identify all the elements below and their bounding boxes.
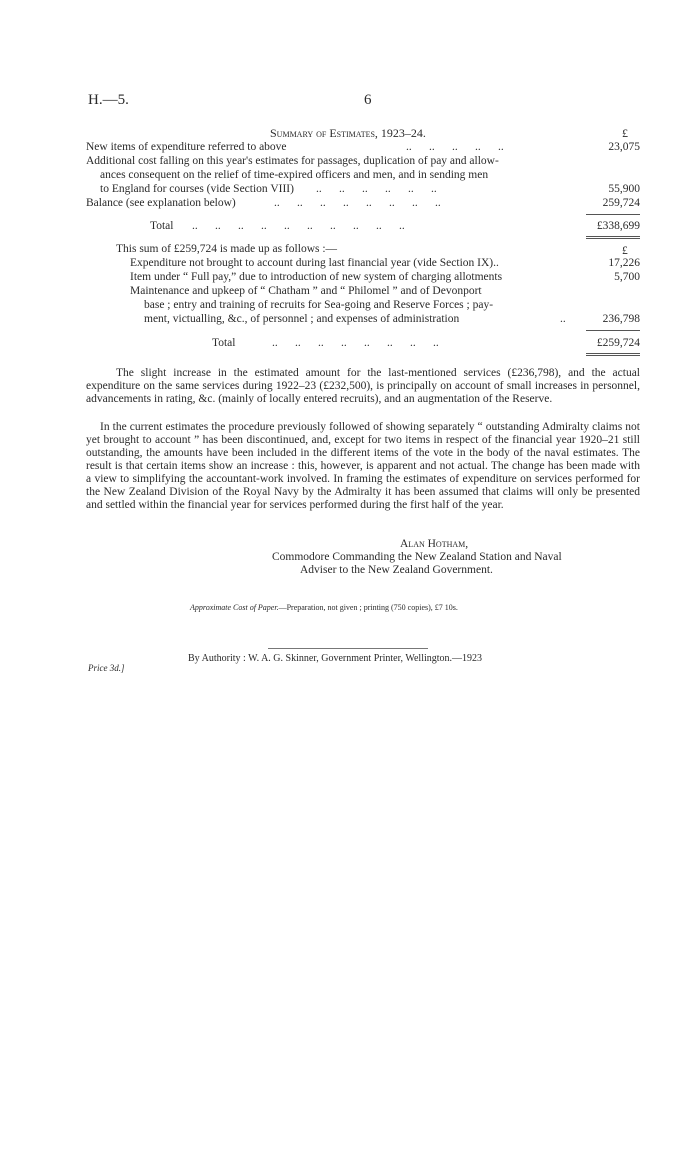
explanation-paragraph-2: In the current estimates the procedure previously followed of showing separately “ outstanding Admiralty claims not yet brought to account ” has been discontinued, and, except for two items in respect of the financial year 1920–21 still outstanding, the amounts have been included in the different items of the vote in the body of the naval estimates. The result is that certain items show an increase : this, however, is apparent and not actual. The change has been made with a view to simplifying the accountant-work involved. In framing the estimates of expenditure on services performed for the New Zealand Division of the Royal Navy by the Admiralty it has been assumed that claims will only be presented and settled within the financial year for services performed during the first half of the year. (86, 421, 640, 511)
amount: 17,226 (608, 257, 640, 269)
summary-total-rule-2 (586, 238, 640, 239)
total-amount: £338,699 (596, 220, 640, 232)
page-number: 6 (364, 92, 372, 108)
signature-title-line1: Commodore Commanding the New Zealand Station and Naval (272, 551, 562, 563)
explanation-paragraph-1: The slight increase in the estimated amount for the last-mentioned services (£236,798), and the actual expenditure on the same services during 1922–23 (£232,500), is principally on account of small increases in personnel, advancements in rating, &c. (mainly of locally entered recruits), and an augmentation of the Reserve. (86, 367, 640, 405)
summary-currency: £ (622, 126, 628, 140)
total-amount: £259,724 (596, 337, 640, 349)
cost-label: Approximate Cost of Paper. (190, 603, 279, 612)
amount: 236,798 (602, 313, 640, 325)
summary-subtotal-rule (586, 214, 640, 215)
summary-total-rule (586, 236, 640, 237)
amount: 5,700 (614, 271, 640, 283)
summary-title: Summary of Estimates, 1923–24. (270, 126, 426, 140)
document-reference: H.—5. (88, 92, 129, 108)
signature-name: Alan Hotham, (400, 538, 469, 550)
cost-of-paper-note (190, 603, 458, 612)
footer-rule (268, 648, 428, 649)
breakdown-intro: This sum of £259,724 is made up as follows :— (116, 243, 338, 255)
printer-authority: By Authority : W. A. G. Skinner, Government Printer, Wellington.—1923 (188, 653, 483, 664)
amount: 55,900 (608, 183, 640, 195)
amount: 259,724 (602, 197, 640, 209)
breakdown-subtotal-rule (586, 330, 640, 331)
price-label: Price 3d.] (88, 663, 125, 673)
amount: 23,075 (608, 141, 640, 153)
breakdown-total-rule-2 (586, 355, 640, 356)
signature-title-line2: Adviser to the New Zealand Government. (300, 564, 493, 576)
cost-text: —Preparation, not given ; printing (750 copies), £7 10s. (278, 603, 458, 612)
breakdown-currency: £ (622, 245, 628, 257)
breakdown-total-rule (586, 353, 640, 354)
